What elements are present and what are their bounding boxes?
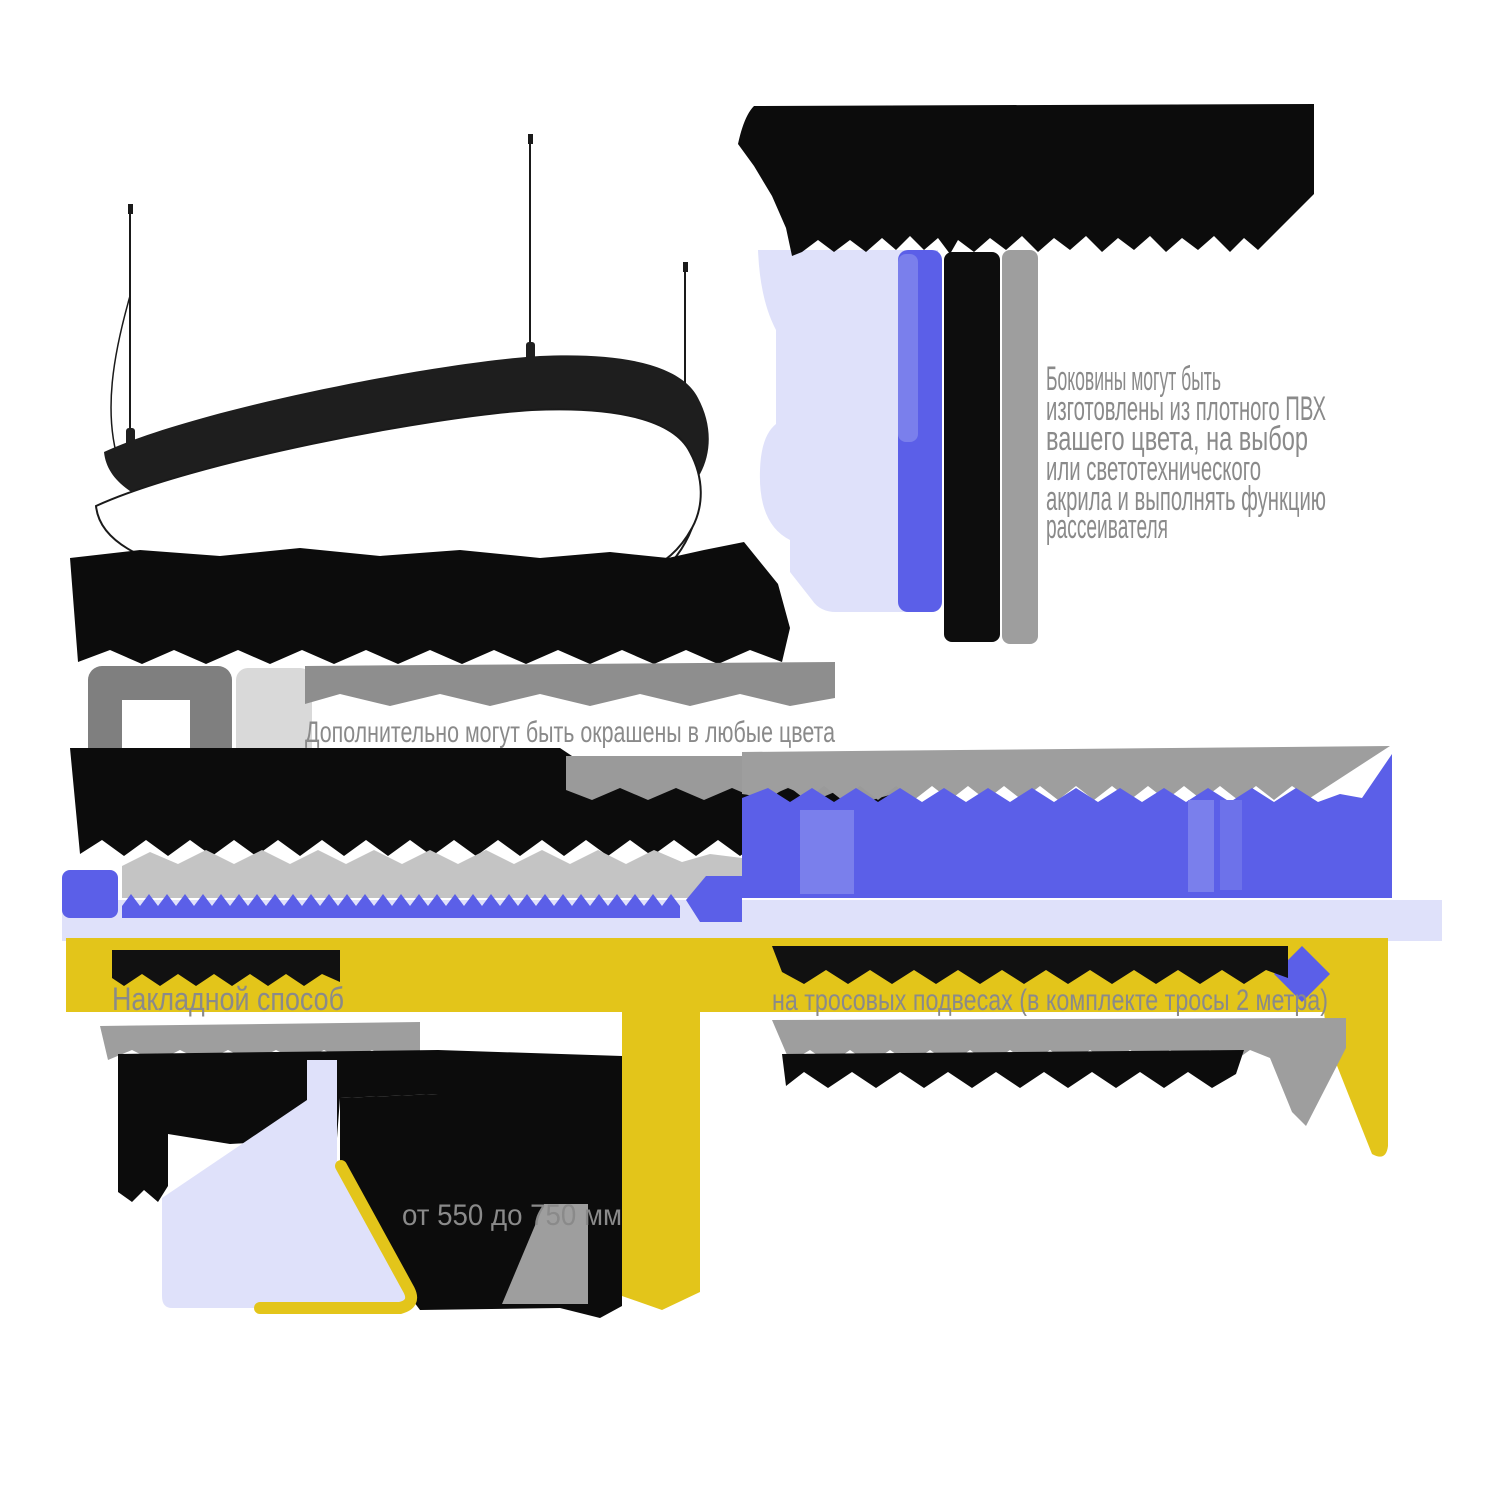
plan-view-section xyxy=(118,1050,622,1318)
side-panel-paragraph xyxy=(1046,360,1326,546)
dimension-gray-band xyxy=(122,850,742,898)
headline-text-blob-sizes xyxy=(70,542,790,664)
blue-panel-section xyxy=(742,746,1392,898)
panel-highlight-stripe-1 xyxy=(800,810,854,894)
side-panel-paragraph-line-5: акрила и выполнять функцию xyxy=(1046,480,1326,518)
cable-mount-label: на тросовых подвесах (в комплекте тросы 2 метра) xyxy=(772,984,1328,1017)
body-text-blob-finish-line xyxy=(305,662,835,706)
side-panel-paragraph-line-1: Боковины могут быть xyxy=(1046,360,1221,398)
headline-text-blob-top-right xyxy=(738,104,1314,256)
panel-highlight-stripe-2 xyxy=(1188,800,1214,892)
yellow-stem xyxy=(622,1012,700,1310)
side-panel-paragraph-line-4: или светотехнического xyxy=(1046,450,1261,488)
panel-highlight-stripe-3 xyxy=(1220,800,1242,890)
paint-note-text: Дополнительно могут быть окрашены в любые цвета xyxy=(305,716,836,749)
headline-text-blob-column-gray xyxy=(1002,250,1038,644)
headline-text-blob-cable-note xyxy=(782,1050,1244,1088)
side-panel-paragraph-line-2: изготовлены из плотного ПВХ xyxy=(1046,390,1326,428)
side-panel-section xyxy=(738,104,1326,644)
side-panel-paragraph-line-6: рассеивателя xyxy=(1046,508,1168,546)
side-panel-paragraph-line-3: вашего цвета, на выбор xyxy=(1046,420,1308,458)
led-strip-highlight xyxy=(898,254,918,442)
headline-text-blob-column-black xyxy=(944,252,1000,642)
dimension-endcap-left xyxy=(62,870,118,918)
surface-mount-label: Накладной способ xyxy=(112,981,344,1017)
size-range-label: от 550 до 750 мм xyxy=(402,1199,622,1232)
pendant-lamp-illustration xyxy=(96,134,709,608)
